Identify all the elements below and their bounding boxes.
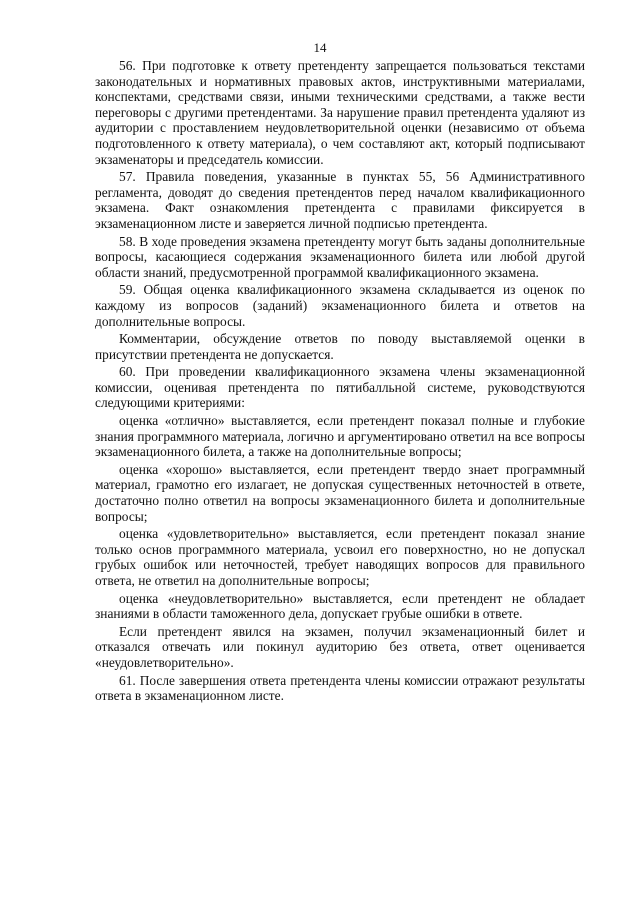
paragraph-58: 58. В ходе проведения экзамена претенденту могут быть заданы дополнительные вопросы, касающиеся содержания экзаменационного билета или любой другой области знаний, предусмотренной программой квалификационного экзамена. xyxy=(95,233,585,280)
paragraph-60: 60. При проведении квалификационного экзамена члены экзаменационной комиссии, оценивая претендента по пятибалльной системе, руководствуются следующими критериями: xyxy=(95,364,585,411)
paragraph-56: 56. При подготовке к ответу претенденту запрещается пользоваться текстами законодательных и нормативных правовых актов, инструктивными материалами, конспектами, средствами связи, иными техническими средствами, а также вести переговоры с другими претендентами. За нарушение правил претендента удаляют из аудитории с проставлением неудовлетворительной оценки (независимо от объема подготовленного к ответу материала), о чем составляют акт, который подписывают экзаменаторы и председатель комиссии. xyxy=(95,58,585,167)
criteria-good: оценка «хорошо» выставляется, если претендент твердо знает программный материал, грамотно его излагает, не допуская существенных неточностей в ответе, достаточно полно ответил на вопросы экзаменационного билета и дополнительные вопросы; xyxy=(95,461,585,524)
paragraph-refusal: Если претендент явился на экзамен, получил экзаменационный билет и отказался отвечать или покинул аудиторию без ответа, ответ оценивается «неудовлетворительно». xyxy=(95,623,585,670)
paragraph-61: 61. После завершения ответа претендента члены комиссии отражают результаты ответа в экзаменационном листе. xyxy=(95,672,585,704)
document-body xyxy=(95,58,585,706)
paragraph-comments: Комментарии, обсуждение ответов по поводу выставляемой оценки в присутствии претендента не допускается. xyxy=(95,331,585,362)
criteria-satisfactory: оценка «удовлетворительно» выставляется, если претендент показал знание только основ программного материала, усвоил его поверхностно, но не допускал грубых ошибок или неточностей, требует наводящих вопросов для правильного ответа, не ответил на дополнительные вопросы; xyxy=(95,526,585,588)
criteria-excellent: оценка «отлично» выставляется, если претендент показал полные и глубокие знания программного материала, логично и аргументировано ответил на все вопросы экзаменационного билета, а также на дополнительные вопросы; xyxy=(95,413,585,460)
paragraph-59: 59. Общая оценка квалификационного экзамена складывается из оценок по каждому из вопросов (заданий) экзаменационного билета и ответов на дополнительные вопросы. xyxy=(95,282,585,329)
paragraph-57: 57. Правила поведения, указанные в пунктах 55, 56 Административного регламента, доводят до сведения претендентов перед началом квалификационного экзамена. Факт ознакомления претендента с правилами фиксируется в экзаменационном листе и заверяется личной подписью претендента. xyxy=(95,169,585,231)
page-number: 14 xyxy=(313,40,327,55)
criteria-unsatisfactory: оценка «неудовлетворительно» выставляется, если претендент не обладает знаниями в области таможенного дела, допускает грубые ошибки в ответе. xyxy=(95,590,585,622)
